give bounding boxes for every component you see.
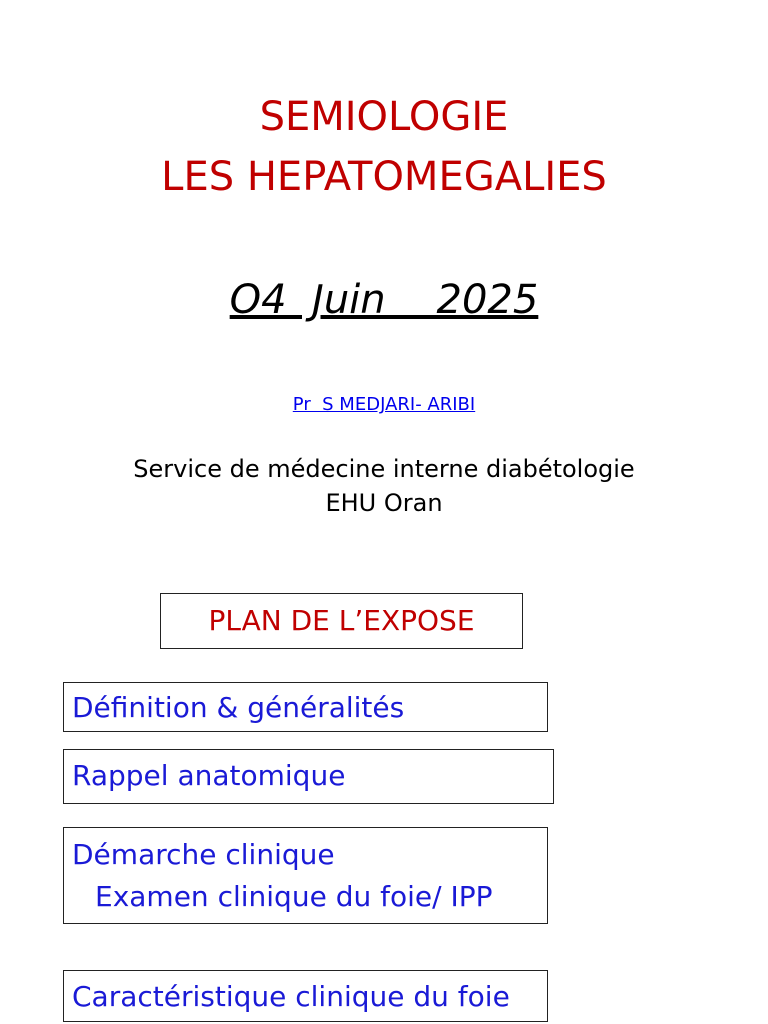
plan-item-caracteristique: Caractéristique clinique du foie [63, 970, 548, 1022]
author-link[interactable]: Pr S MEDJARI- ARIBI [292, 394, 476, 415]
plan-heading-box: PLAN DE L’EXPOSE [160, 593, 523, 649]
plan-item-demarche-label: Démarche clinique [72, 838, 335, 871]
plan-item-rappel-anatomique: Rappel anatomique [63, 749, 554, 804]
service-hospital: EHU Oran [325, 489, 443, 517]
lecture-date: O4 Juin 2025 [229, 277, 539, 323]
plan-item-definition: Définition & généralités [63, 682, 548, 732]
service-name: Service de médecine interne diabétologie [133, 455, 635, 483]
title-line-1: SEMIOLOGIE [259, 94, 509, 140]
plan-item-demarche-sub: Examen clinique du foie/ IPP [95, 880, 493, 913]
title-line-2: LES HEPATOMEGALIES [161, 154, 607, 200]
plan-item-demarche-clinique [63, 827, 548, 924]
